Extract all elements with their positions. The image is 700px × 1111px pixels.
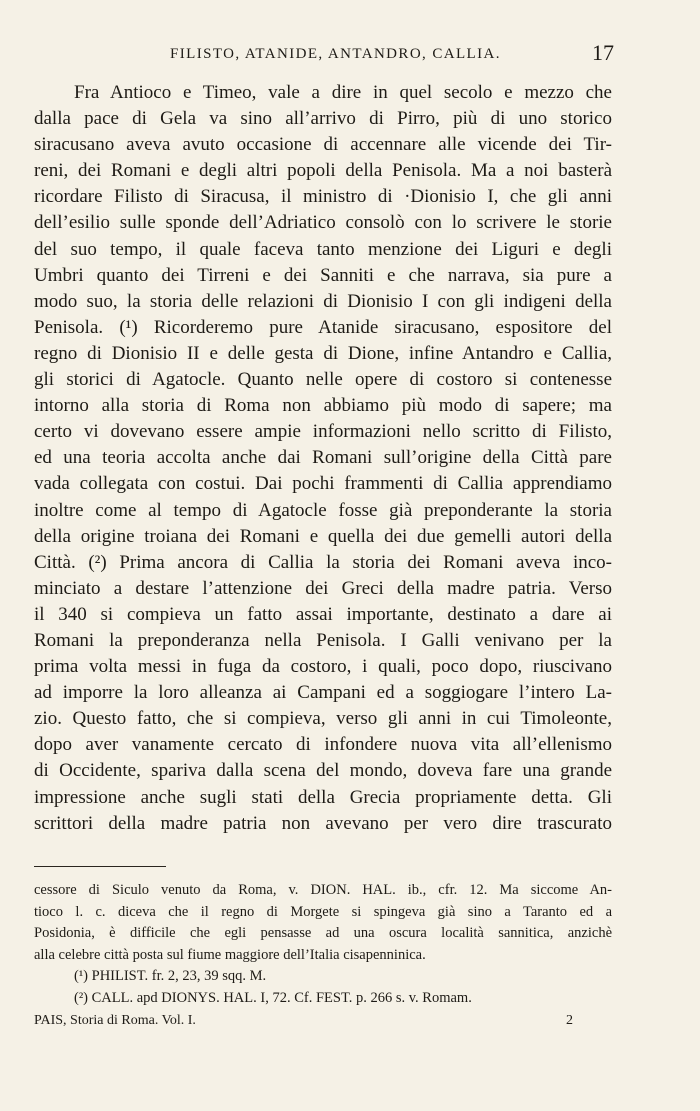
text-line: prima volta messi in fuga da costoro, i quali, poco dopo, riuscivano: [34, 656, 612, 678]
page-number: 17: [592, 40, 614, 65]
text-line: impressione anche sugli stati della Grecia propriamente detta. Gli: [34, 786, 612, 808]
text-line: regno di Dionisio II e delle gesta di Dione, infine Antandro e Callia,: [34, 342, 612, 364]
footer-title: PAIS, Storia di Roma. Vol. I.: [34, 1013, 196, 1028]
page-footer: [34, 1013, 614, 1035]
running-title: FILISTO, ATANIDE, ANTANDRO, CALLIA.: [170, 46, 501, 62]
text-line: Città. (²) Prima ancora di Callia la storia dei Romani aveva inco-: [34, 551, 612, 573]
text-line: gli storici di Agatocle. Quanto nelle opere di costoro si contenesse: [34, 369, 612, 391]
footnote-reference: (¹) PHILIST. fr. 2, 23, 39 sqq. M.: [74, 968, 267, 985]
page-header: [34, 42, 614, 68]
text-line: dopo aver vanamente cercato di infondere nuova vita all’ellenismo: [34, 734, 612, 756]
note-line: alla celebre città posta sul fiume maggiore dell’Italia cisapenninica.: [34, 946, 426, 963]
text-line: dalla pace di Gela va sino all’arrivo di Pirro, più di uno storico: [34, 108, 612, 130]
text-line: vada collegata con costui. Dai pochi frammenti di Callia apprendiamo: [34, 473, 612, 495]
text-line: dell’esilio sulle sponde dell’Adriatico consolò con lo scrivere le storie: [34, 212, 612, 234]
note-line: cessore di Siculo venuto da Roma, v. DION. HAL. ib., cfr. 12. Ma siccome An-: [34, 882, 612, 898]
text-line: minciato a destare l’attenzione dei Greci della madre patria. Verso: [34, 577, 612, 599]
note-line: tioco l. c. diceva che il regno di Morgete si spingeva già sino a Taranto ed a: [34, 903, 612, 920]
text-line: Umbri quanto dei Tirreni e dei Sanniti e che narrava, sia pure a: [34, 264, 612, 286]
footnotes: [34, 880, 612, 1010]
note-line: Posidonia, è difficile che egli pensasse ad una oscura località sannitica, anzichè: [34, 925, 612, 942]
text-line: certo vi dovevano essere ampie informazioni nello scritto di Filisto,: [34, 421, 612, 443]
text-line: ricordare Filisto di Siracusa, il ministro di ·Dionisio I, che gli anni: [34, 186, 612, 208]
text-line: scrittori della madre patria non avevano per vero dire trascurato: [34, 812, 612, 834]
footnote-reference: (²) CALL. apd DIONYS. HAL. I, 72. Cf. FEST. p. 266 s. v. Romam.: [74, 989, 472, 1006]
text-line: zio. Questo fatto, che si compieva, verso gli anni in cui Timoleonte,: [34, 708, 612, 730]
text-line: Penisola. (¹) Ricorderemo pure Atanide siracusano, espositore del: [34, 316, 612, 338]
text-line: inoltre come al tempo di Agatocle fosse già preponderante la storia: [34, 499, 612, 521]
text-line: della origine troiana dei Romani e quella dei due gemelli autori della: [34, 525, 612, 547]
text-line: intorno alla storia di Roma non abbiamo più modo di sapere; ma: [34, 395, 612, 417]
footnote-separator: [34, 866, 166, 867]
text-line: Fra Antioco e Timeo, vale a dire in quel secolo e mezzo che: [74, 82, 612, 103]
signature-mark: 2: [566, 1013, 573, 1028]
text-line: reni, dei Romani e degli altri popoli della Penisola. Ma a noi basterà: [34, 160, 612, 182]
text-line: ed una teoria accolta anche dai Romani sull’origine della Città pare: [34, 447, 612, 469]
text-line: del suo tempo, il quale faceva tanto menzione dei Liguri e degli: [34, 238, 612, 260]
text-line: Romani la preponderanza nella Penisola. I Galli venivano per la: [34, 629, 612, 651]
text-line: siracusano aveva avuto occasione di accennare alle vicende dei Tir-: [34, 134, 612, 156]
text-line: di Occidente, spariva dalla scena del mondo, doveva fare una grande: [34, 760, 612, 782]
text-line: il 340 si compieva un fatto assai importante, destinato a dare ai: [34, 603, 612, 625]
main-text: [34, 80, 612, 837]
text-line: modo suo, la storia delle relazioni di Dionisio I con gli indigeni della: [34, 290, 612, 312]
text-line: ad imporre la loro alleanza ai Campani ed a soggiogare l’intero La-: [34, 682, 612, 704]
